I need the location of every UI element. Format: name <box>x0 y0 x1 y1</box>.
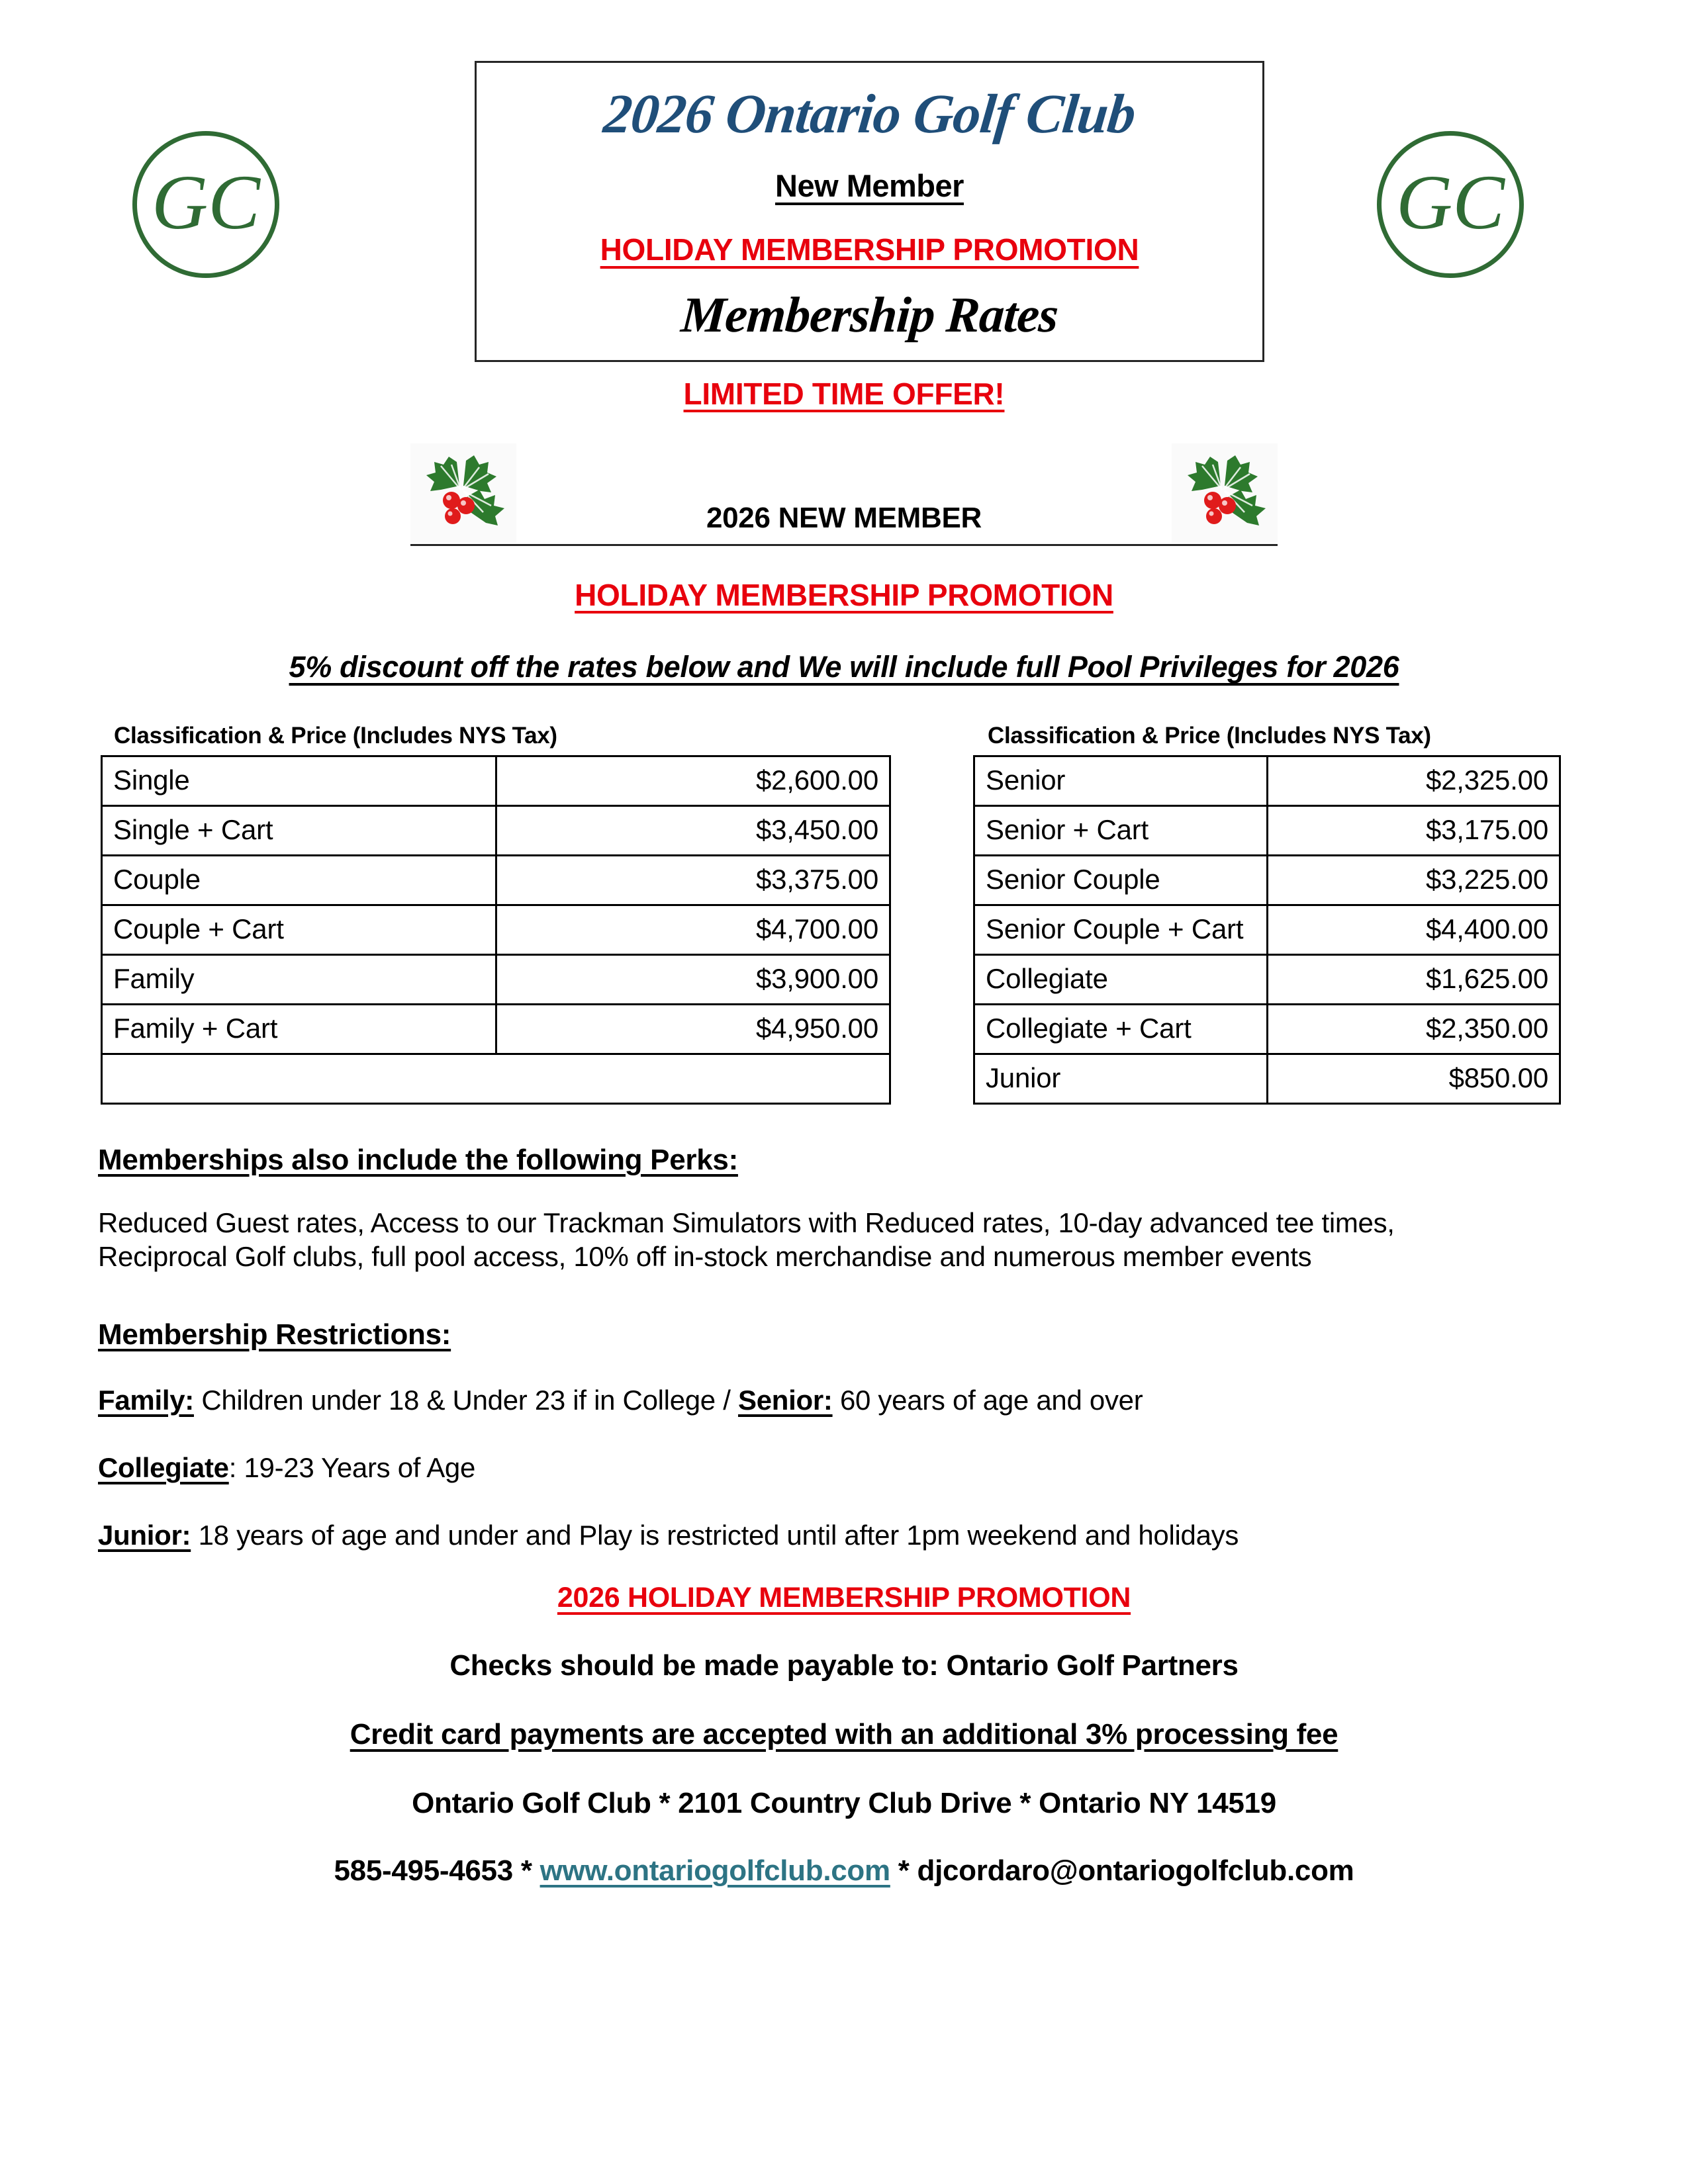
table-row <box>974 806 1560 856</box>
new-member-label: New Member <box>775 168 964 204</box>
club-logo-left <box>132 131 279 278</box>
table-row <box>974 905 1560 955</box>
rate-label: Senior <box>974 756 1268 806</box>
discount-line: 5% discount off the rates below and We will include full Pool Privileges for 2026 <box>289 650 1399 684</box>
table-row <box>974 1005 1560 1054</box>
rate-price: $3,175.00 <box>1267 806 1560 856</box>
phone-number: 585-495-4653 * <box>334 1854 540 1887</box>
table-row <box>974 1054 1560 1104</box>
rate-label <box>102 1054 496 1104</box>
rate-table-left <box>101 755 891 1105</box>
table-row <box>102 806 890 856</box>
table-row <box>102 756 890 806</box>
collegiate-label: Collegiate <box>98 1452 229 1483</box>
credit-card-fee-label: Credit card payments are accepted with an additional 3% processing fee <box>350 1718 1338 1751</box>
band-divider <box>410 544 1278 546</box>
gc-monogram-icon <box>1382 136 1519 273</box>
rate-label: Junior <box>974 1054 1268 1104</box>
email-address: * djcordaro@ontariogolfclub.com <box>890 1854 1354 1887</box>
rate-table-right <box>973 755 1561 1105</box>
collegiate-text: : 19-23 Years of Age <box>228 1452 476 1483</box>
perks-heading <box>98 1142 1590 1178</box>
rate-label: Single <box>102 756 496 806</box>
rate-price: $4,400.00 <box>1267 905 1560 955</box>
rate-label: Collegiate + Cart <box>974 1005 1268 1054</box>
rate-label: Family <box>102 955 496 1005</box>
rate-price: $4,700.00 <box>496 905 890 955</box>
svg-text:GC: GC <box>152 159 260 246</box>
restriction-family <box>98 1383 1590 1417</box>
junior-text: 18 years of age and under and Play is restricted until after 1pm weekend and holidays <box>191 1520 1239 1551</box>
family-text: Children under 18 & Under 23 if in College / <box>193 1385 738 1416</box>
rate-price: $3,375.00 <box>496 856 890 905</box>
rate-label: Collegiate <box>974 955 1268 1005</box>
rate-price: $850.00 <box>1267 1054 1560 1104</box>
rate-price: $3,450.00 <box>496 806 890 856</box>
promotion-heading: HOLIDAY MEMBERSHIP PROMOTION <box>575 578 1113 612</box>
restriction-collegiate <box>98 1451 1590 1484</box>
club-logo-right <box>1377 131 1524 278</box>
rate-price: $1,625.00 <box>1267 955 1560 1005</box>
family-label: Family: <box>98 1385 194 1416</box>
footer-promotion-label: 2026 HOLIDAY MEMBERSHIP PROMOTION <box>557 1582 1131 1614</box>
senior-text: 60 years of age and over <box>832 1385 1143 1416</box>
rate-price: $2,600.00 <box>496 756 890 806</box>
rate-table-right-block <box>973 723 1561 1105</box>
contact-line <box>0 1854 1688 1888</box>
club-title: 2026 Ontario Golf Club <box>600 83 1139 145</box>
perks-body <box>98 1206 1590 1273</box>
rate-label: Senior + Cart <box>974 806 1268 856</box>
rate-table-right-caption: Classification & Price (Includes NYS Tax) <box>988 723 1431 749</box>
header-promotion-label: HOLIDAY MEMBERSHIP PROMOTION <box>600 232 1139 267</box>
table-row <box>102 856 890 905</box>
svg-text:GC: GC <box>1396 159 1505 246</box>
table-row <box>974 856 1560 905</box>
restrictions-heading <box>98 1317 1590 1353</box>
table-row <box>102 1005 890 1054</box>
senior-label: Senior: <box>737 1385 833 1416</box>
rate-price: $3,900.00 <box>496 955 890 1005</box>
rate-price <box>496 1054 890 1104</box>
table-row <box>102 955 890 1005</box>
table-row <box>974 955 1560 1005</box>
perks-line-1: Reduced Guest rates, Access to our Trackman Simulators with Reduced rates, 10-day advanced tee times, <box>98 1207 1395 1238</box>
perks-heading-text: Memberships also include the following Perks: <box>98 1144 738 1176</box>
rate-label: Senior Couple <box>974 856 1268 905</box>
website-link[interactable]: www.ontariogolfclub.com <box>539 1854 890 1887</box>
junior-label: Junior: <box>98 1520 191 1551</box>
rate-price: $4,950.00 <box>496 1005 890 1054</box>
rate-price: $3,225.00 <box>1267 856 1560 905</box>
rate-table-left-block <box>101 723 891 1105</box>
perks-line-2: Reciprocal Golf clubs, full pool access, 10% off in-stock merchandise and numerous member events <box>98 1241 1312 1273</box>
rate-price: $2,350.00 <box>1267 1005 1560 1054</box>
club-address-label: Ontario Golf Club * 2101 Country Club Drive * Ontario NY 14519 <box>412 1787 1276 1819</box>
holly-band <box>410 443 1278 549</box>
rate-label: Family + Cart <box>102 1005 496 1054</box>
membership-rates-title: Membership Rates <box>679 287 1060 343</box>
rate-label: Couple <box>102 856 496 905</box>
gc-monogram-icon <box>137 136 275 273</box>
rate-price: $2,325.00 <box>1267 756 1560 806</box>
table-row <box>974 756 1560 806</box>
rate-label: Couple + Cart <box>102 905 496 955</box>
rate-table-left-caption: Classification & Price (Includes NYS Tax) <box>114 723 557 749</box>
restriction-junior <box>98 1518 1590 1552</box>
limited-time-offer-label: LIMITED TIME OFFER! <box>683 377 1005 411</box>
header-box <box>475 61 1264 362</box>
restrictions-heading-text: Membership Restrictions: <box>98 1318 451 1351</box>
rate-label: Single + Cart <box>102 806 496 856</box>
table-row <box>102 905 890 955</box>
new-member-year-label: 2026 NEW MEMBER <box>706 502 982 534</box>
table-row-empty <box>102 1054 890 1104</box>
rate-label: Senior Couple + Cart <box>974 905 1268 955</box>
checks-payable-label: Checks should be made payable to: Ontario Golf Partners <box>449 1649 1239 1682</box>
